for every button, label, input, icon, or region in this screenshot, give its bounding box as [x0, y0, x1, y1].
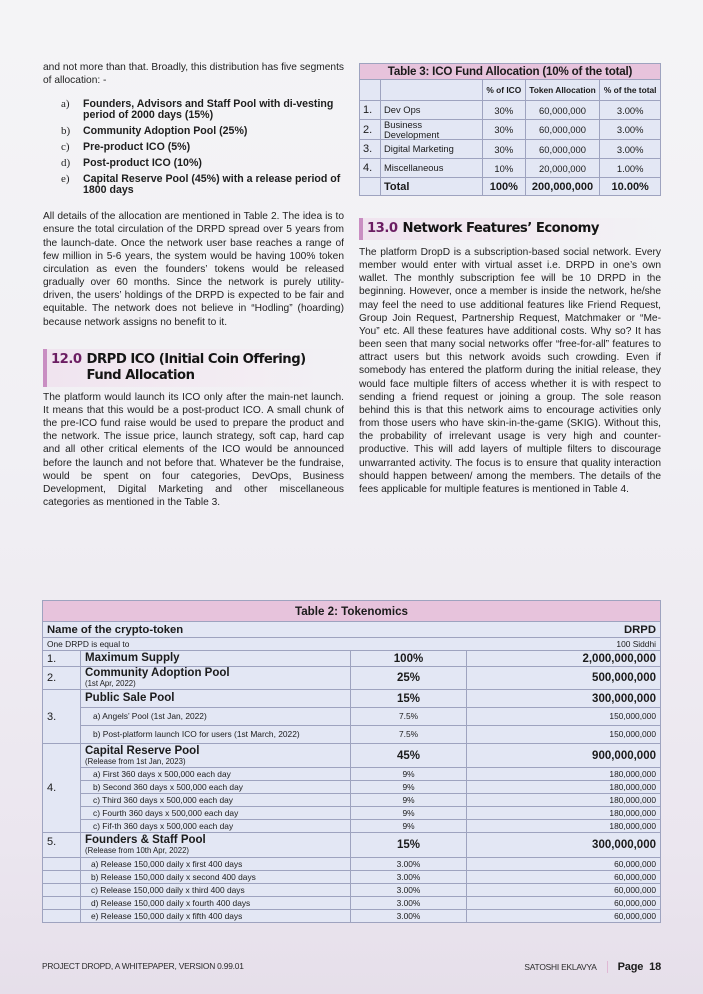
subrow-label: c) Third 360 days x 500,000 each day — [81, 794, 351, 807]
row-pct-total: 1.00% — [600, 159, 661, 178]
table-subrow — [43, 884, 661, 897]
list-letter: e) — [61, 173, 70, 186]
table-subrow — [43, 910, 661, 923]
subrow-pct: 7.5% — [351, 726, 467, 744]
subrow-pct: 9% — [351, 781, 467, 794]
row-note: (Release from 10th Apr, 2022) — [85, 846, 190, 855]
row-tokens: 60,000,000 — [525, 140, 600, 159]
row-tokens: 60,000,000 — [525, 101, 600, 120]
row-amount: 300,000,000 — [467, 690, 661, 708]
empty-cell — [43, 897, 81, 910]
section-13-heading — [359, 218, 661, 240]
row-name: Digital Marketing — [381, 140, 483, 159]
empty-cell — [360, 178, 381, 196]
total-label: Total — [381, 178, 483, 196]
table-row — [43, 744, 661, 768]
table-caption: Table 2: Tokenomics — [43, 601, 661, 622]
table-subrow — [43, 807, 661, 820]
total-pct-total: 10.00% — [600, 178, 661, 196]
footer-author: SATOSHI EKLAVYA — [524, 962, 597, 972]
row-name: Public Sale Pool — [81, 690, 351, 708]
row-index: 1. — [360, 101, 381, 120]
table-row — [43, 651, 661, 667]
subrow-pct: 9% — [351, 820, 467, 833]
subrow-pct: 9% — [351, 807, 467, 820]
subrow-label: a) Release 150,000 daily x first 400 days — [81, 858, 351, 871]
section-title: DRPD ICO (Initial Coin Offering) Fund Allocation — [86, 351, 306, 383]
token-equal-label: One DRPD is equal to — [43, 638, 351, 651]
list-letter: b) — [61, 125, 71, 138]
row-pct: 15% — [351, 833, 467, 858]
subrow-pct: 9% — [351, 794, 467, 807]
table-3-ico-fund-allocation — [359, 63, 661, 196]
subrow-label: b) Release 150,000 daily x second 400 days — [81, 871, 351, 884]
row-index: 1. — [43, 651, 81, 667]
subrow-amount: 60,000,000 — [467, 897, 661, 910]
row-tokens: 20,000,000 — [525, 159, 600, 178]
allocation-details-paragraph: All details of the allocation are mentioned in Table 2. The idea is to ensure the total circulation of the DRPD spread over 5 years from the launch-date. Once the network user base reaches a range of few million in 5-6 years, the system would be having 100% token circulation as even the founders’ tokens would be released gradually over 60 months. Since the network is purely utility-driven, the users’ holdings of the DRPD is expected to be fair and equitable. The network does not believe in “Hodling” (hoarding) because network assigns no benefit to it. — [43, 211, 344, 328]
page-label: Page — [617, 961, 644, 973]
row-index: 3. — [43, 690, 81, 744]
empty-cell — [43, 858, 81, 871]
list-item — [61, 99, 344, 121]
table-caption: Table 3: ICO Fund Allocation (10% of the total) — [360, 64, 661, 80]
row-index: 3. — [360, 140, 381, 159]
subrow-amount: 180,000,000 — [467, 820, 661, 833]
intro-paragraph: and not more than that. Broadly, this distribution has five segments of allocation: - — [43, 62, 344, 87]
row-pct: 45% — [351, 744, 467, 768]
table-subrow — [43, 794, 661, 807]
section-12-heading — [43, 349, 344, 387]
footer-divider — [607, 961, 608, 973]
subrow-label: a) First 360 days x 500,000 each day — [81, 768, 351, 781]
table-subrow — [43, 708, 661, 726]
list-item — [61, 158, 344, 169]
row-index: 2. — [43, 667, 81, 690]
row-amount: 500,000,000 — [467, 667, 661, 690]
empty-cell — [43, 871, 81, 884]
row-index: 2. — [360, 120, 381, 140]
row-index: 4. — [43, 744, 81, 833]
row-pct-total: 3.00% — [600, 101, 661, 120]
allocation-list — [43, 99, 344, 196]
list-text: Capital Reserve Pool (45%) with a release period of 1800 days — [83, 173, 341, 197]
list-item — [61, 174, 344, 196]
subrow-amount: 150,000,000 — [467, 708, 661, 726]
list-item — [61, 126, 344, 137]
subrow-pct: 3.00% — [351, 858, 467, 871]
table-subrow — [43, 726, 661, 744]
row-name: Capital Reserve Pool — [85, 744, 200, 757]
row-note: (Release from 1st Jan, 2023) — [85, 756, 186, 766]
row-amount: 900,000,000 — [467, 744, 661, 768]
subrow-label: c) Fif-th 360 days x 500,000 each day — [81, 820, 351, 833]
subrow-pct: 3.00% — [351, 871, 467, 884]
table-header-row — [360, 80, 661, 101]
subrow-pct: 3.00% — [351, 897, 467, 910]
subrow-amount: 180,000,000 — [467, 794, 661, 807]
row-name-cell — [81, 744, 351, 768]
table-row — [43, 667, 661, 690]
footer-document-title: PROJECT DROPD, A WHITEPAPER, VERSION 0.99.01 — [42, 961, 244, 971]
row-pct-total: 3.00% — [600, 140, 661, 159]
subrow-label: d) Release 150,000 daily x fourth 400 days — [81, 897, 351, 910]
row-name: Maximum Supply — [81, 651, 351, 667]
section-number: 13.0 — [367, 221, 398, 236]
subrow-label: c) Fourth 360 days x 500,000 each day — [81, 807, 351, 820]
subrow-label: a) Angels’ Pool (1st Jan, 2022) — [81, 708, 351, 726]
section-title: Network Features’ Economy — [402, 221, 600, 236]
right-column — [359, 63, 661, 496]
token-name-row — [43, 622, 661, 638]
table-subrow — [43, 768, 661, 781]
row-name: Miscellaneous — [381, 159, 483, 178]
row-pct-ico: 30% — [483, 120, 526, 140]
subrow-pct: 3.00% — [351, 910, 467, 923]
row-pct-ico: 30% — [483, 140, 526, 159]
subrow-label: c) Release 150,000 daily x third 400 days — [81, 884, 351, 897]
list-letter: d) — [61, 157, 71, 170]
subrow-label: e) Release 150,000 daily x fifth 400 days — [81, 910, 351, 923]
subrow-amount: 60,000,000 — [467, 884, 661, 897]
section-13-body: The platform DropD is a subscription-based social network. Every member would enter with virtual asset i.e. DRPD in one’s own wallet. The monthly subscription fee will be 10 DRPD in the beginning. However, once a member is inside the network, he/she may feel the need to use additional features like Friend Request, Group Join Request, Partnership Request, Matchmaker or “Me-You” etc. All these features have additional costs. Why so? It has been seen that many social networks offer “free-for-all” features to attract users but this network avoids such crowding. Even if somebody has entered the platform during the initial release, they would face multiple filters of access whether it is with respect to sending a friend request or joining a group. The sole reason behind this is that this network aims to encourage activities only from those users who have skin-in-the-game (SKIG). Without this, the probability of irrelevant usage is very high and counter-productive. This will add layers of multiple filters to discourage unwarranted activity. The focus is to ensure that quality interaction should happen between/ among the members. The details of the fees applicable for multiple features is mentioned in Table 4. — [359, 247, 661, 495]
row-name: Community Adoption Pool — [85, 667, 230, 679]
empty-cell — [43, 910, 81, 923]
left-column — [43, 61, 344, 509]
section-number: 12.0 — [51, 351, 82, 367]
table-2-tokenomics — [42, 600, 661, 923]
header-cell — [360, 80, 381, 101]
header-cell: % of the total — [600, 80, 661, 101]
subrow-amount: 180,000,000 — [467, 781, 661, 794]
section-12-body: The platform would launch its ICO only after the main-net launch. It means that this would be a post-product ICO. A small chunk of the pre-ICO fund raise would be used to prepare the product and the network. The issue price, launch strategy, soft cap, hard cap and all other critical elements of the ICO would be announced before the launch and not before that. Whatever be the fundraise, would be spent on four categories, DevOps, Business Development, Digital Marketing and other miscellaneous categories as mentioned in the Table 3. — [43, 391, 344, 508]
row-note: (1st Apr, 2022) — [85, 679, 136, 688]
table-total-row — [360, 178, 661, 196]
page-number: 18 — [649, 961, 661, 973]
subrow-amount: 180,000,000 — [467, 768, 661, 781]
token-equal-value: 100 Siddhi — [351, 638, 661, 651]
table-row — [43, 690, 661, 708]
table-subrow — [43, 858, 661, 871]
page-indicator — [618, 961, 661, 973]
list-text: Founders, Advisors and Staff Pool with di-vesting period of 2000 days (15%) — [83, 98, 334, 122]
footer-right — [524, 961, 661, 973]
list-text: Pre-product ICO (5%) — [83, 141, 191, 154]
subrow-pct: 9% — [351, 768, 467, 781]
row-pct-ico: 10% — [483, 159, 526, 178]
table-row — [360, 140, 661, 159]
header-cell: % of ICO — [483, 80, 526, 101]
list-text: Community Adoption Pool (25%) — [83, 125, 248, 138]
subrow-amount: 60,000,000 — [467, 910, 661, 923]
table-row — [360, 101, 661, 120]
row-amount: 300,000,000 — [467, 833, 661, 858]
table-subrow — [43, 820, 661, 833]
list-letter: c) — [61, 141, 70, 154]
total-tokens: 200,000,000 — [525, 178, 600, 196]
subrow-amount: 60,000,000 — [467, 871, 661, 884]
row-name: Founders & Staff Pool — [85, 834, 206, 846]
subrow-label: b) Second 360 days x 500,000 each day — [81, 781, 351, 794]
row-pct-ico: 30% — [483, 101, 526, 120]
token-name-label: Name of the crypto-token — [43, 622, 351, 638]
table-subrow — [43, 897, 661, 910]
subrow-amount: 180,000,000 — [467, 807, 661, 820]
row-index: 4. — [360, 159, 381, 178]
subrow-pct: 3.00% — [351, 884, 467, 897]
table-subrow — [43, 871, 661, 884]
list-text: Post-product ICO (10%) — [83, 157, 202, 170]
row-pct-total: 3.00% — [600, 120, 661, 140]
row-pct: 100% — [351, 651, 467, 667]
header-cell — [381, 80, 483, 101]
row-pct: 15% — [351, 690, 467, 708]
subrow-label: b) Post-platform launch ICO for users (1st March, 2022) — [81, 726, 351, 744]
table-row — [360, 120, 661, 140]
row-name-cell — [81, 833, 351, 858]
header-cell: Token Allocation — [525, 80, 600, 101]
row-amount: 2,000,000,000 — [467, 651, 661, 667]
total-pct-ico: 100% — [483, 178, 526, 196]
token-equal-row — [43, 638, 661, 651]
table-row — [360, 159, 661, 178]
empty-cell — [43, 884, 81, 897]
token-name-value: DRPD — [351, 622, 661, 638]
subrow-pct: 7.5% — [351, 708, 467, 726]
row-name: Dev Ops — [381, 101, 483, 120]
subrow-amount: 60,000,000 — [467, 858, 661, 871]
row-index: 5. — [43, 833, 81, 858]
table-row — [43, 833, 661, 858]
subrow-amount: 150,000,000 — [467, 726, 661, 744]
row-tokens: 60,000,000 — [525, 120, 600, 140]
row-pct: 25% — [351, 667, 467, 690]
row-name: Business Development — [381, 120, 483, 140]
row-name-cell — [81, 667, 351, 690]
list-item — [61, 142, 344, 153]
table-subrow — [43, 781, 661, 794]
list-letter: a) — [61, 98, 70, 111]
